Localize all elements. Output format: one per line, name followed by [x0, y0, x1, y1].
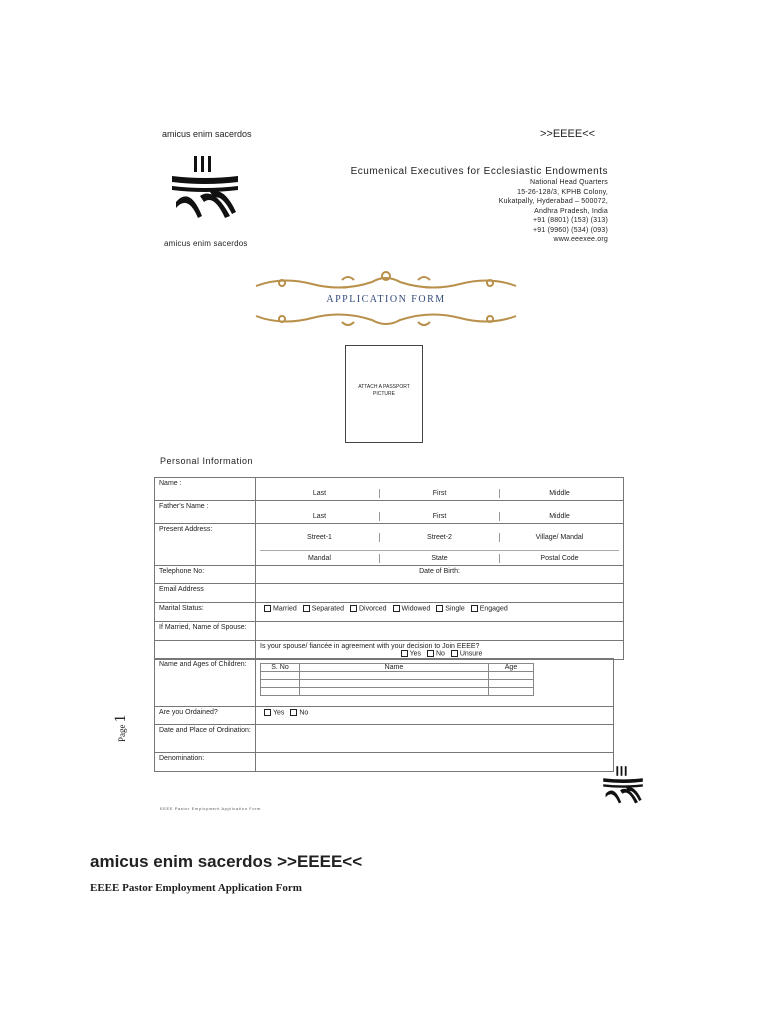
father-col: Last: [260, 512, 380, 521]
address-col: Mandal: [260, 554, 380, 563]
children-col: Age: [489, 664, 534, 672]
spouse-name-field[interactable]: [256, 622, 624, 641]
spouse-option: Yes: [409, 650, 421, 658]
marital-field: [256, 603, 624, 622]
email-label: Email Address: [155, 584, 256, 603]
children-cell[interactable]: [261, 672, 300, 680]
father-col: Middle: [549, 513, 570, 520]
father-label: Father's Name :: [155, 501, 256, 524]
marital-option: Divorced: [358, 605, 387, 613]
children-cell[interactable]: [261, 680, 300, 688]
telephone-label: Telephone No:: [155, 566, 256, 584]
name-col: Last: [260, 489, 380, 498]
address-col: Street-2: [380, 533, 500, 542]
checkbox-separated[interactable]: [303, 605, 310, 612]
marital-option: Widowed: [401, 605, 431, 613]
marital-option: Single: [445, 605, 465, 613]
ordination-table: [154, 658, 614, 772]
children-cell[interactable]: [489, 672, 534, 680]
name-col: Middle: [549, 490, 570, 497]
father-field[interactable]: [256, 501, 624, 524]
marital-option: Separated: [311, 605, 344, 613]
denomination-field[interactable]: [256, 753, 614, 772]
email-field[interactable]: [256, 584, 624, 603]
page-number: 1: [112, 714, 129, 723]
name-label: Name :: [155, 478, 256, 501]
children-col: Name: [300, 664, 489, 672]
org-code: >>EEEE<<: [540, 128, 596, 140]
checkbox-no[interactable]: [427, 650, 434, 657]
spouse-label: If Married, Name of Spouse:: [155, 622, 256, 641]
address-label: Present Address:: [155, 524, 256, 566]
ordained-option: Yes: [273, 709, 285, 717]
telephone-field[interactable]: [256, 566, 624, 584]
photo-box[interactable]: [345, 345, 423, 443]
children-cell[interactable]: [300, 680, 489, 688]
photo-box-label: ATTACH A PASSPORT PICTURE: [358, 384, 410, 397]
address-line: National Head Quarters: [530, 179, 608, 186]
ordination-label: Date and Place of Ordination:: [155, 725, 256, 753]
address-line: www.eeexee.org: [553, 236, 608, 243]
ordained-option: No: [299, 709, 309, 717]
motto-under-logo: amicus enim sacerdos: [164, 239, 248, 248]
footer-small-text: EEEE Pastor Employment Application Form: [160, 806, 261, 811]
spouse-agreement: [256, 641, 624, 660]
children-label: Name and Ages of Children:: [155, 659, 256, 707]
address-line: 15-26-128/3, KPHB Colony,: [517, 188, 608, 196]
footer-logo-icon: [602, 766, 644, 806]
ordained-field: [256, 707, 614, 725]
spouse-option: No: [435, 650, 445, 658]
spouse-question: Is your spouse/ fiancée in agreement with your decision to Join EEEE?: [260, 643, 480, 650]
page-word: Page: [117, 724, 127, 742]
checkbox-engaged[interactable]: [471, 605, 478, 612]
name-field[interactable]: [256, 478, 624, 501]
children-cell[interactable]: [489, 680, 534, 688]
marital-option: Married: [273, 605, 297, 613]
org-name: Ecumenical Executives for Ecclesiastic Endowments: [350, 166, 608, 177]
marital-option: Engaged: [479, 605, 508, 613]
checkbox-divorced[interactable]: [350, 605, 357, 612]
checkbox-ordained-yes[interactable]: [264, 709, 271, 716]
spouse-option: Unsure: [459, 650, 483, 658]
logo-icon: [170, 156, 240, 222]
address-line: +91 (9960) (534) (093): [532, 226, 608, 234]
children-cell[interactable]: [489, 688, 534, 696]
address-line: Kukatpally, Hyderabad – 500072,: [498, 198, 608, 205]
checkbox-ordained-no[interactable]: [290, 709, 297, 716]
address-col: Village/ Mandal: [535, 534, 584, 541]
marital-label: Marital Status:: [155, 603, 256, 622]
address-col: Street-1: [260, 533, 380, 542]
dob-label: Date of Birth:: [419, 568, 460, 575]
denomination-label: Denomination:: [155, 753, 256, 772]
org-address: [400, 178, 608, 245]
address-line: Andhra Pradesh, India: [534, 207, 608, 215]
father-col: First: [380, 512, 500, 521]
checkbox-yes[interactable]: [401, 650, 408, 657]
doc-title: amicus enim sacerdos >>EEEE<<: [90, 852, 363, 871]
children-table: [260, 663, 534, 696]
ordained-label: Are you Ordained?: [155, 707, 256, 725]
children-cell[interactable]: [300, 688, 489, 696]
checkbox-widowed[interactable]: [393, 605, 400, 612]
checkbox-single[interactable]: [436, 605, 443, 612]
address-col: State: [380, 554, 500, 563]
children-cell[interactable]: [300, 672, 489, 680]
checkbox-unsure[interactable]: [451, 650, 458, 657]
children-cell[interactable]: [261, 688, 300, 696]
checkbox-married[interactable]: [264, 605, 271, 612]
page-marker: [112, 715, 130, 743]
motto-top: amicus enim sacerdos: [162, 129, 252, 139]
address-col: Postal Code: [540, 555, 579, 562]
section-heading: Personal Information: [160, 456, 254, 466]
name-col: First: [380, 489, 500, 498]
ordination-field[interactable]: [256, 725, 614, 753]
personal-info-table: [154, 477, 624, 660]
doc-subtitle: EEEE Pastor Employment Application Form: [90, 882, 302, 894]
children-field: [256, 659, 614, 707]
form-title: APPLICATION FORM: [326, 294, 446, 305]
children-col: S. No: [261, 664, 300, 672]
address-line: +91 (8801) (153) (313): [532, 217, 608, 224]
address-field[interactable]: [256, 524, 624, 566]
